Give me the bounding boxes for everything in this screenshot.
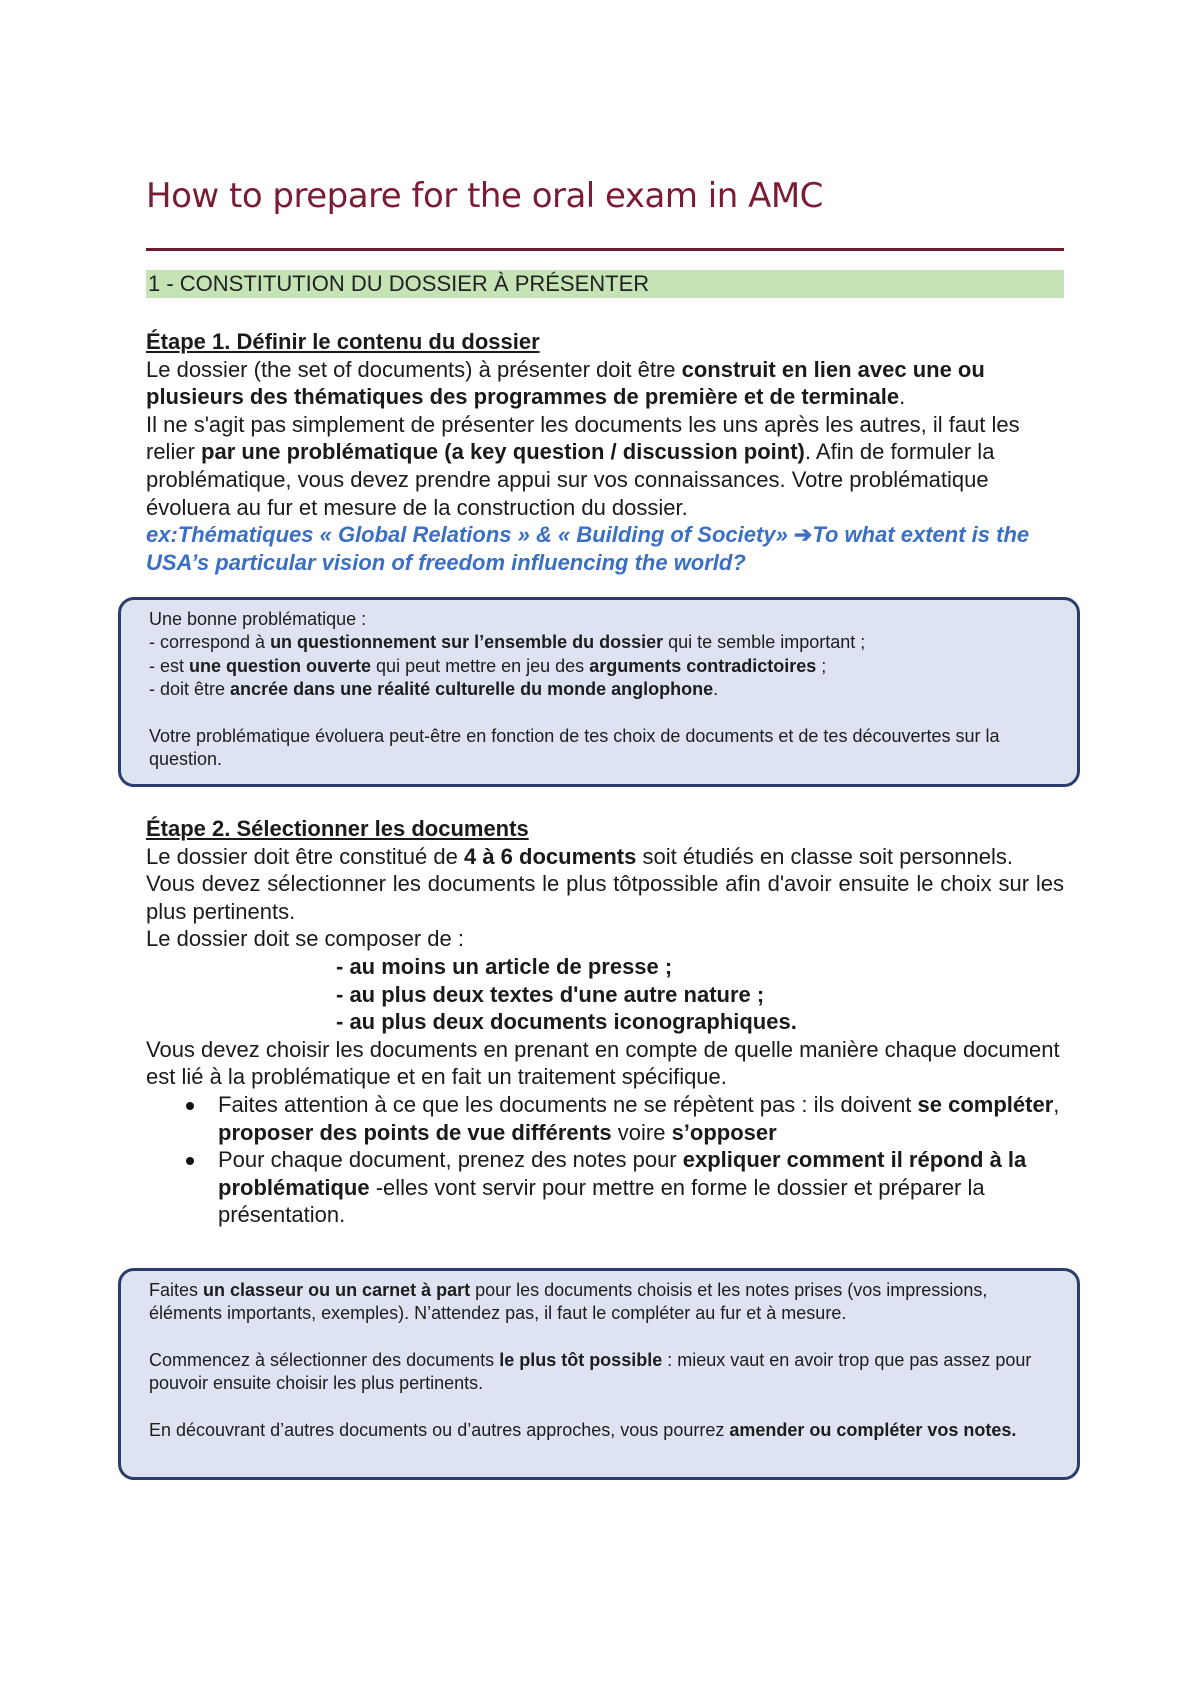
- emphasis: arguments contradictoires: [589, 655, 817, 676]
- emphasis: 4 à 6 documents: [463, 843, 637, 869]
- text: - correspond à: [149, 632, 271, 653]
- emphasis: construit en lien avec une ou plusieurs des thématiques des programmes de première et de terminale: [146, 356, 985, 410]
- emphasis: le plus tôt possible: [499, 1349, 663, 1370]
- composition-item: - au plus deux textes d'une autre nature ;: [336, 981, 765, 1007]
- page-title: How to prepare for the oral exam in AMC: [146, 176, 823, 216]
- bullet-icon: [186, 1157, 194, 1165]
- step2-paragraph2: Vous devez sélectionner les documents le plus tôtpossible afin d'avoir ensuite le choix sur les plus pertinents.: [146, 871, 1064, 924]
- callout-line: [149, 655, 1057, 678]
- text: Commencez à sélectionner des documents: [149, 1349, 500, 1370]
- emphasis: amender ou compléter vos notes.: [729, 1419, 1017, 1440]
- composition-item: - au plus deux documents iconographiques.: [336, 1009, 797, 1035]
- text: ,: [1053, 1091, 1060, 1117]
- text: qui peut mettre en jeu des: [371, 655, 590, 676]
- text: . Afin de formuler la problématique, vous devez prendre appui sur vos connaissances. Votre problématique évoluera au fur et mesure de la construction du dossier.: [146, 439, 995, 520]
- emphasis: ancrée dans une réalité culturelle du monde anglophone: [230, 679, 714, 700]
- text: qui te semble important ;: [663, 632, 866, 653]
- callout-line: [149, 678, 1057, 701]
- spacer: [149, 702, 1057, 725]
- text: Faites: [149, 1280, 204, 1300]
- emphasis: un questionnement sur l’ensemble du dossier: [270, 632, 664, 653]
- text: Faites attention à ce que les documents ne se répètent pas : ils doivent: [218, 1091, 918, 1117]
- text: pour les documents choisis et les notes prises (vos impressions, éléments importants, exemples). N’attendez pas, il faut le compléter au fur et à mesure.: [149, 1280, 988, 1324]
- step2-block: [146, 815, 1064, 1229]
- text: : mieux vaut en avoir trop que pas assez pour pouvoir ensuite choisir les plus pertinents.: [149, 1349, 1032, 1394]
- step2-paragraph3: Le dossier doit se composer de :: [146, 926, 464, 952]
- callout-paragraph: [149, 1279, 1057, 1326]
- list-item: [146, 1146, 1064, 1229]
- composition-item: - au moins un article de presse ;: [336, 953, 673, 979]
- callout-line: [149, 631, 1057, 654]
- advice-list: [146, 1091, 1064, 1229]
- text: En découvrant d’autres documents ou d’autres approches, vous pourrez: [149, 1419, 730, 1440]
- spacer: [149, 1326, 1057, 1349]
- text: soit étudiés en classe soit personnels.: [636, 843, 1014, 869]
- text: Le dossier doit être constitué de: [146, 843, 464, 869]
- emphasis: se compléter: [917, 1091, 1054, 1117]
- callout-paragraph: [149, 1419, 1057, 1442]
- step1-heading: Étape 1. Définir le contenu du dossier: [146, 329, 540, 354]
- step1-block: [146, 328, 1064, 576]
- emphasis: proposer des points de vue différents: [218, 1119, 612, 1145]
- emphasis: un classeur ou un carnet à part: [203, 1280, 471, 1300]
- emphasis: expliquer comment il répond à la problématique: [218, 1147, 1027, 1200]
- text: - est: [149, 655, 190, 676]
- callout-note: Votre problématique évoluera peut-être en fonction de tes choix de documents et de tes découvertes sur la question.: [149, 725, 1000, 770]
- bullet-icon: [186, 1102, 194, 1110]
- text: To what extent is the USA’s particular vision of freedom influencing the world?: [146, 522, 1030, 575]
- step1-paragraph2: [146, 411, 1064, 521]
- title-divider: [146, 248, 1064, 251]
- text: Pour chaque document, prenez des notes pour: [218, 1147, 683, 1173]
- step2-paragraph4: Vous devez choisir les documents en prenant en compte de quelle manière chaque document est lié à la problématique et en fait un traitement spécifique.: [146, 1036, 1060, 1090]
- text: ;: [816, 655, 827, 676]
- section-heading: 1 - CONSTITUTION DU DOSSIER À PRÉSENTER: [146, 270, 1064, 298]
- text: ex:Thématiques « Global Relations » & « Building of Society»: [146, 522, 794, 548]
- spacer: [149, 1396, 1057, 1419]
- arrow-right-icon: ➔: [793, 522, 813, 548]
- step1-paragraph1: [146, 356, 1064, 411]
- emphasis: par une problématique (a key question / discussion point): [201, 439, 805, 465]
- step2-paragraph1: [146, 843, 1064, 871]
- step2-heading: Étape 2. Sélectionner les documents: [146, 816, 529, 841]
- step1-example: [146, 521, 1064, 576]
- notebook-callout: [118, 1268, 1080, 1480]
- problematique-callout: [118, 597, 1080, 787]
- callout-paragraph: [149, 1349, 1057, 1396]
- list-item: [146, 1091, 1064, 1146]
- text: -elles vont servir pour mettre en forme le dossier et préparer la présentation.: [218, 1174, 985, 1228]
- text: Il ne s'agit pas simplement de présenter les documents les uns après les autres, il faut les relier: [146, 411, 1020, 465]
- emphasis: une question ouverte: [189, 655, 372, 676]
- text: Le dossier (the set of documents) à présenter doit être: [146, 356, 682, 382]
- text: .: [713, 679, 719, 700]
- callout-intro: Une bonne problématique :: [149, 609, 367, 629]
- text: voire: [611, 1119, 672, 1145]
- text: - doit être: [149, 679, 231, 700]
- text: .: [899, 384, 906, 410]
- emphasis: s’opposer: [671, 1119, 777, 1145]
